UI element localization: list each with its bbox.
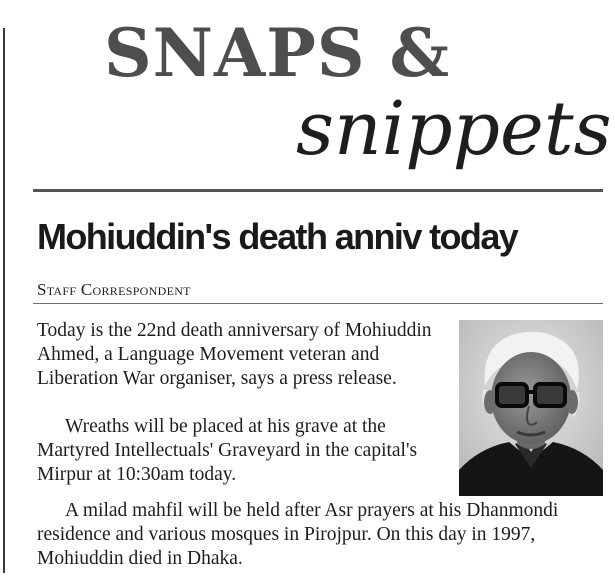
column-divider bbox=[3, 28, 5, 573]
byline-divider bbox=[33, 303, 603, 304]
portrait-photo bbox=[459, 320, 603, 496]
portrait-photo-icon bbox=[459, 320, 603, 496]
article-paragraph-2: Wreaths will be placed at his grave at the Martyred Intellectuals' Graveyard in the capital's Mirpur at 10:30am today. bbox=[37, 416, 418, 485]
article-paragraph-1: Today is the 22nd death anniversary of Mohiuddin Ahmed, a Language Movement veteran and Liberation War organiser, says a press release. bbox=[37, 320, 432, 389]
article-byline: Staff Correspondent bbox=[37, 280, 191, 299]
article-paragraph-3: A milad mahfil will be held after Asr prayers at his Dhanmondi residence and various mosques in Pirojpur. On this day in 1997, Mohiuddin died in Dhaka. bbox=[37, 500, 559, 569]
section-title-snaps: SNAPS & bbox=[104, 14, 451, 92]
article-headline: Mohiuddin's death anniv today bbox=[37, 216, 518, 257]
section-title-snippets: snippets bbox=[296, 86, 612, 172]
section-divider bbox=[33, 189, 603, 192]
